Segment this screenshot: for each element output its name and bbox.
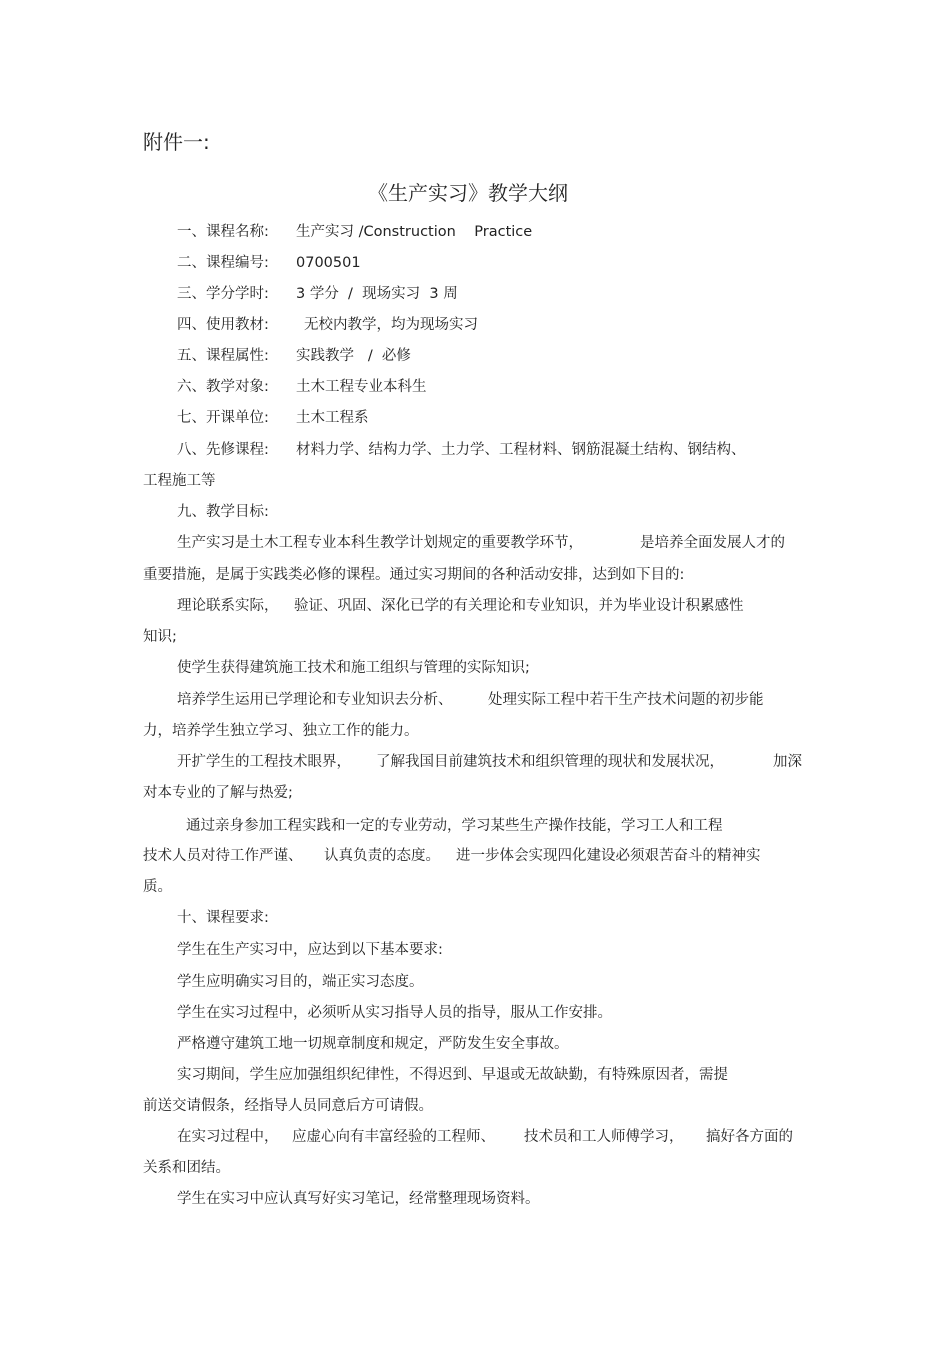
attachment-label: 附件一: [143, 130, 210, 154]
requirement-2: 学生在实习过程中，必须听从实习指导人员的指导，服从工作安排。 [177, 1005, 612, 1021]
field-value-course-code: 0700501 [296, 255, 361, 271]
objective-1-2: 知识; [143, 629, 177, 645]
requirement-5-1a: 在实习过程中， [177, 1129, 279, 1145]
field-value-credits: 3 学分 / 现场实习 3 周 [296, 286, 458, 302]
prerequisites-continued: 工程施工等 [143, 473, 216, 489]
field-label-credits: 三、学分学时: [177, 286, 269, 302]
requirement-5-1c: 技术员和工人师傅学习， [524, 1129, 684, 1145]
objectives-intro-2: 重要措施，是属于实践类必修的课程。通过实习期间的各种活动安排，达到如下目的: [143, 567, 685, 583]
field-label-course-code: 二、课程编号: [177, 255, 269, 271]
field-label-textbook: 四、使用教材: [177, 317, 269, 333]
requirement-5-1b: 应虚心向有丰富经验的工程师、 [292, 1129, 495, 1145]
field-value-audience: 土木工程专业本科生 [296, 379, 427, 395]
objective-2: 使学生获得建筑施工技术和施工组织与管理的实际知识; [177, 660, 530, 676]
field-value-department: 土木工程系 [296, 410, 369, 426]
field-label-audience: 六、教学对象: [177, 379, 269, 395]
requirement-3: 严格遵守建筑工地一切规章制度和规定，严防发生安全事故。 [177, 1036, 569, 1052]
document-title: 《生产实习》教学大纲 [368, 181, 568, 205]
objective-4-2: 对本专业的了解与热爱; [143, 785, 293, 801]
objective-5-2c: 进一步体会实现四化建设必须艰苦奋斗的精神实 [456, 848, 761, 864]
field-value-prerequisites: 材料力学、结构力学、土力学、工程材料、钢筋混凝土结构、钢结构、 [296, 442, 746, 458]
objective-5-2a: 技术人员对待工作严谨、 [143, 848, 303, 864]
objective-5-1: 通过亲身参加工程实践和一定的专业劳动，学习某些生产操作技能，学习工人和工程 [186, 818, 723, 834]
objective-4-1a: 开扩学生的工程技术眼界， [177, 754, 351, 770]
requirements-heading: 十、课程要求: [177, 910, 269, 926]
requirements-intro: 学生在生产实习中，应达到以下基本要求: [177, 942, 443, 958]
objectives-intro-1a: 生产实习是土木工程专业本科生教学计划规定的重要教学环节， [177, 535, 583, 551]
objectives-intro-1b: 是培养全面发展人才的 [640, 535, 785, 551]
field-label-department: 七、开课单位: [177, 410, 269, 426]
objectives-heading: 九、教学目标: [177, 504, 269, 520]
objective-3-2: 力，培养学生独立学习、独立工作的能力。 [143, 723, 419, 739]
field-value-course-name: 生产实习 /Construction Practice [296, 224, 533, 240]
objective-1-1a: 理论联系实际， [177, 598, 279, 614]
objective-4-1b: 了解我国目前建筑技术和组织管理的现状和发展状况， [376, 754, 724, 770]
objective-3-1b: 处理实际工程中若干生产技术问题的初步能 [488, 692, 764, 708]
objective-3-1a: 培养学生运用已学理论和专业知识去分析、 [177, 692, 453, 708]
field-label-course-type: 五、课程属性: [177, 348, 269, 364]
requirement-1: 学生应明确实习目的，端正实习态度。 [177, 974, 424, 990]
objective-4-1c: 加深 [773, 754, 802, 770]
requirement-6: 学生在实习中应认真写好实习笔记，经常整理现场资料。 [177, 1191, 540, 1207]
field-label-course-name: 一、课程名称: [177, 224, 269, 240]
objective-5-2b: 认真负责的态度。 [324, 848, 440, 864]
field-value-course-type: 实践教学 / 必修 [296, 348, 411, 364]
requirement-4-2: 前送交请假条，经指导人员同意后方可请假。 [143, 1098, 433, 1114]
requirement-5-1d: 搞好各方面的 [706, 1129, 793, 1145]
field-value-textbook: 无校内教学，均为现场实习 [304, 317, 478, 333]
objective-1-1b: 验证、巩固、深化已学的有关理论和专业知识，并为毕业设计积累感性 [294, 598, 744, 614]
field-label-prerequisites: 八、先修课程: [177, 442, 269, 458]
requirement-4-1: 实习期间，学生应加强组织纪律性，不得迟到、早退或无故缺勤，有特殊原因者，需提 [177, 1067, 728, 1083]
objective-5-3: 质。 [143, 879, 172, 895]
requirement-5-2: 关系和团结。 [143, 1160, 230, 1176]
